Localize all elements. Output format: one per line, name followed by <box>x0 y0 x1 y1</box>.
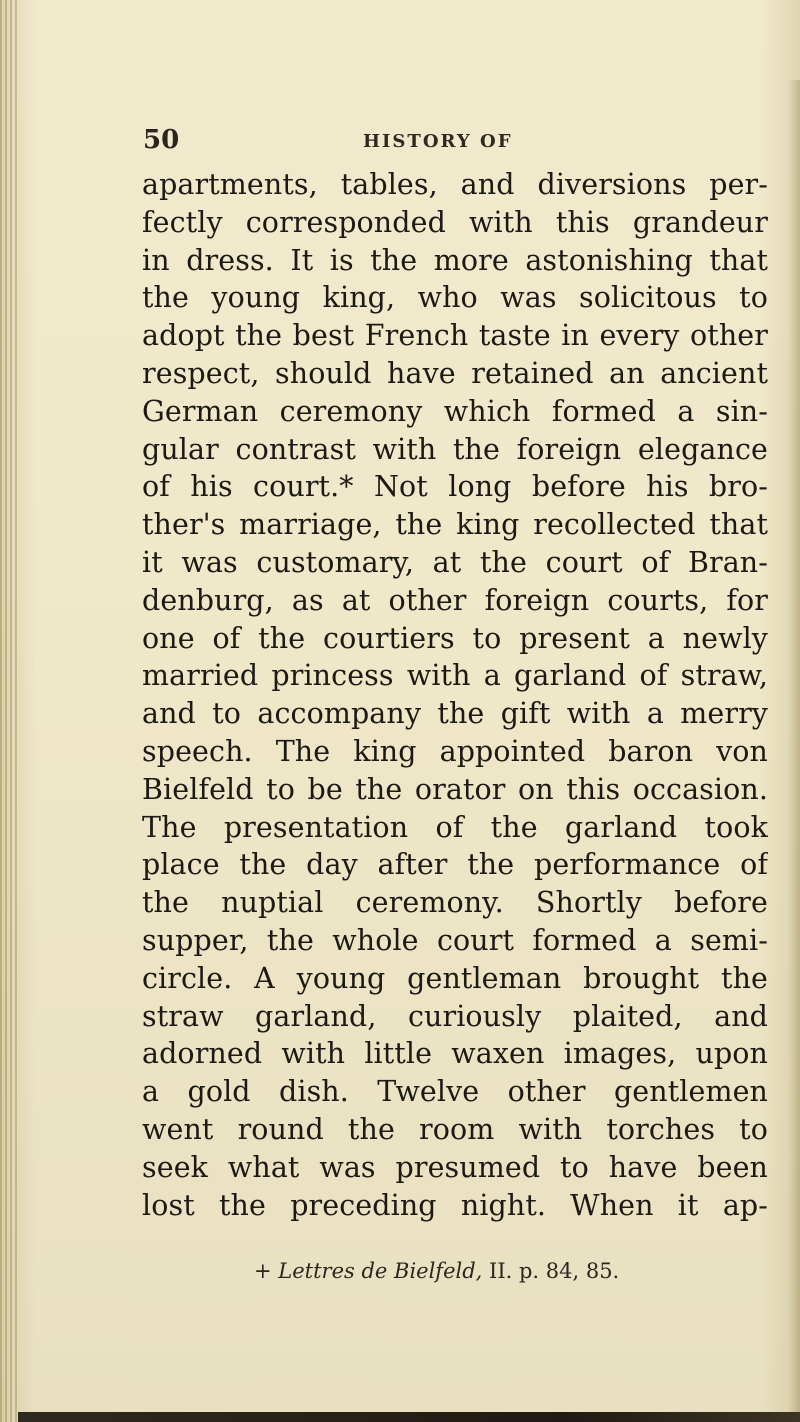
running-title: HISTORY OF <box>363 131 513 152</box>
footnote-mark: + <box>254 1259 272 1283</box>
text-line: married princess with a garland of straw, <box>142 659 768 693</box>
text-line: adorned with little waxen images, upon <box>142 1037 768 1071</box>
text-line: respect, should have retained an ancient <box>142 356 768 390</box>
page-edge-shadow <box>788 80 800 1412</box>
text-line: the young king, who was solicitous to <box>142 281 768 315</box>
text-line: place the day after the performance of <box>142 848 768 882</box>
text-line: seek what was presumed to have been <box>142 1150 768 1184</box>
page-bottom-edge <box>18 1412 800 1422</box>
text-line: fectly corresponded with this grandeur <box>142 205 768 239</box>
text-line: went round the room with torches to <box>142 1112 768 1146</box>
text-line: and to accompany the gift with a merry <box>142 697 768 731</box>
text-line: denburg, as at other foreign courts, for <box>142 583 768 617</box>
footnote-source: Lettres de Bielfeld, <box>278 1259 483 1283</box>
footnote <box>254 1256 714 1286</box>
text-line: in dress. It is the more astonishing that <box>142 243 768 277</box>
text-line: lost the preceding night. When it ap- <box>142 1188 768 1222</box>
text-line: Bielfeld to be the orator on this occasion. <box>142 772 768 806</box>
text-line: of his court.* Not long before his bro- <box>142 470 768 504</box>
text-line: ther's marriage, the king recollected that <box>142 508 768 542</box>
text-line: The presentation of the garland took <box>142 810 768 844</box>
text-line: it was customary, at the court of Bran- <box>142 545 768 579</box>
page-number: 50 <box>143 125 180 155</box>
text-line: a gold dish. Twelve other gentlemen <box>142 1075 768 1109</box>
text-line: German ceremony which formed a sin- <box>142 394 768 428</box>
text-line: supper, the whole court formed a semi- <box>142 923 768 957</box>
running-head <box>143 125 703 165</box>
binding-gutter <box>0 0 18 1422</box>
text-line: gular contrast with the foreign elegance <box>142 432 768 466</box>
text-line: speech. The king appointed baron von <box>142 734 768 768</box>
text-line: adopt the best French taste in every other <box>142 319 768 353</box>
text-line: apartments, tables, and diversions per- <box>142 168 768 201</box>
text-line: straw garland, curiously plaited, and <box>142 999 768 1033</box>
body-text <box>142 166 768 1224</box>
text-line: the nuptial ceremony. Shortly before <box>142 886 768 920</box>
text-line: one of the courtiers to present a newly <box>142 621 768 655</box>
footnote-reference: II. p. 84, 85. <box>489 1259 620 1283</box>
text-line: circle. A young gentleman brought the <box>142 961 768 995</box>
